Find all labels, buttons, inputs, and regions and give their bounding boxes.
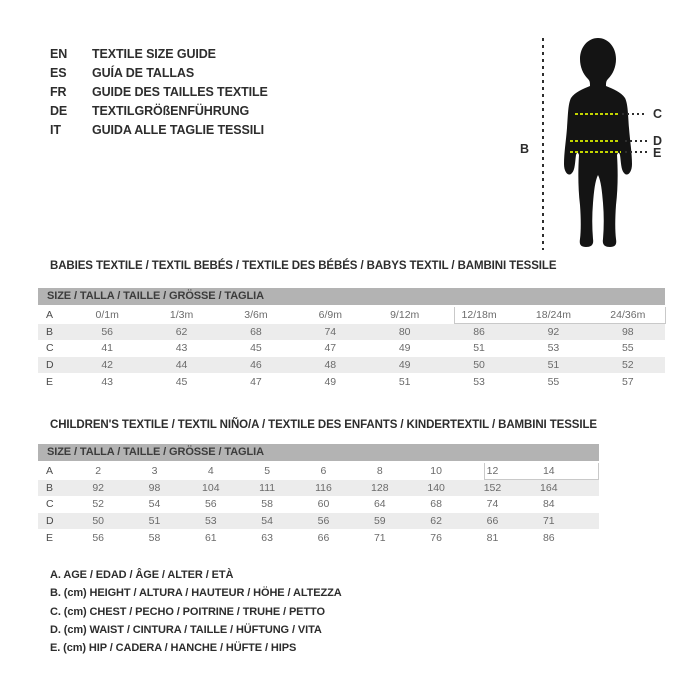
language-code: IT [50, 122, 61, 137]
language-row-en [50, 44, 268, 63]
table-cell: 92 [92, 481, 104, 494]
chest-measure-label: C [653, 107, 663, 121]
table-cell: 56 [204, 498, 217, 511]
table-row-e [38, 529, 599, 546]
table-cell: 8 [376, 465, 383, 478]
table-cell: 59 [373, 515, 386, 528]
hip-dotted-line-pointer [625, 151, 648, 153]
table-cell: 164 [540, 481, 558, 494]
table-cell: 45 [250, 342, 262, 355]
table-cell: 64 [373, 498, 386, 511]
table-cell: 12 [486, 465, 499, 478]
table-cell: 46 [250, 359, 262, 372]
table-row-b [38, 324, 665, 341]
table-cell: 47 [250, 375, 262, 388]
table-cell: 12/18m [461, 309, 497, 322]
table-cell: 18/24m [535, 309, 571, 322]
table-cell: 81 [486, 531, 499, 544]
table-row-e [38, 373, 665, 390]
hip-measure-label: E [653, 146, 662, 160]
babies-size-header: SIZE / TALLA / TAILLE / GRÖSSE / TAGLIA [38, 288, 665, 305]
language-code: EN [50, 46, 68, 61]
legend-line: B. (cm) HEIGHT / ALTURA / HAUTEUR / HÖHE / ALTEZZA [50, 587, 342, 600]
table-cell: 3/6m [244, 309, 268, 322]
table-cell: 52 [92, 498, 104, 511]
row-label: D [46, 515, 54, 528]
table-cell: 56 [101, 325, 114, 338]
row-label: B [46, 481, 54, 494]
table-cell: 140 [427, 481, 445, 494]
table-cell: 51 [547, 359, 560, 372]
table-cell: 62 [175, 325, 188, 338]
table-cell: 51 [473, 342, 485, 355]
table-cell: 58 [261, 498, 273, 511]
table-cell: 44 [175, 359, 188, 372]
table-cell: 6 [320, 465, 327, 478]
children-size-table [38, 444, 599, 546]
language-row-es [50, 63, 268, 82]
measurement-legend [50, 566, 342, 657]
children-highlight-box [484, 463, 599, 480]
table-cell: 104 [202, 481, 220, 494]
table-cell: 53 [547, 342, 560, 355]
table-cell: 57 [621, 375, 634, 388]
table-cell: 80 [398, 325, 411, 338]
table-row-c [38, 496, 599, 513]
table-cell: 128 [371, 481, 389, 494]
table-cell: 63 [261, 531, 273, 544]
table-cell: 42 [101, 359, 114, 372]
table-cell: 6/9m [318, 309, 342, 322]
guide-title: TEXTILGRÖßENFÜHRUNG [92, 103, 250, 118]
legend-line: C. (cm) CHEST / PECHO / POITRINE / TRUHE / PETTO [50, 605, 325, 618]
table-cell: 49 [324, 375, 337, 388]
row-label: B [46, 325, 54, 338]
waist-measure-label: D [653, 134, 663, 148]
table-cell: 5 [264, 465, 271, 478]
legend-line: E. (cm) HIP / CADERA / HANCHE / HÜFTE / HIPS [50, 642, 297, 655]
table-cell: 152 [483, 481, 502, 494]
table-cell: 98 [148, 481, 161, 494]
table-cell: 4 [207, 465, 214, 478]
table-cell: 45 [175, 375, 188, 388]
child-silhouette [537, 33, 662, 253]
waist-dotted-line-pointer [625, 140, 648, 142]
chest-dotted-line-on-body [575, 113, 618, 115]
table-cell: 54 [148, 498, 161, 511]
table-cell: 50 [92, 515, 104, 528]
babies-size-table [38, 288, 665, 390]
table-cell: 62 [430, 515, 442, 528]
table-cell: 41 [101, 342, 114, 355]
table-cell: 54 [261, 515, 273, 528]
table-cell: 52 [621, 359, 634, 372]
language-row-de [50, 101, 268, 120]
table-cell: 48 [324, 359, 337, 372]
table-cell: 0/1m [95, 309, 119, 322]
table-cell: 74 [486, 498, 499, 511]
row-label: D [46, 359, 54, 372]
table-cell: 74 [324, 325, 337, 338]
guide-title: GUIDA ALLE TAGLIE TESSILI [92, 122, 265, 137]
table-row-d [38, 357, 665, 374]
table-row-d [38, 513, 599, 530]
babies-table-title: BABIES TEXTILE / TEXTIL BEBÉS / TEXTILE DES BÉBÉS / BABYS TEXTIL / BAMBINI TESSILE [50, 260, 557, 272]
row-label: A [46, 309, 54, 322]
children-size-header: SIZE / TALLA / TAILLE / GRÖSSE / TAGLIA [38, 444, 599, 461]
table-cell: 66 [317, 531, 330, 544]
table-cell: 43 [101, 375, 114, 388]
table-cell: 58 [148, 531, 161, 544]
table-cell: 9/12m [390, 309, 420, 322]
waist-dotted-line-on-body [570, 140, 620, 142]
chest-dotted-line-pointer [622, 113, 647, 115]
language-code: FR [50, 84, 67, 99]
table-cell: 10 [430, 465, 442, 478]
guide-title: GUÍA DE TALLAS [92, 65, 195, 80]
table-cell: 111 [259, 481, 276, 494]
table-cell: 86 [542, 531, 555, 544]
table-cell: 43 [175, 342, 188, 355]
table-cell: 71 [373, 531, 386, 544]
table-cell: 71 [542, 515, 555, 528]
table-cell: 2 [95, 465, 102, 478]
table-cell: 1/3m [169, 309, 194, 322]
legend-line: D. (cm) WAIST / CINTURA / TAILLE / HÜFTUNG / VITA [50, 624, 322, 637]
table-cell: 98 [621, 325, 634, 338]
table-cell: 51 [148, 515, 161, 528]
language-code: DE [50, 103, 68, 118]
table-cell: 60 [317, 498, 330, 511]
table-cell: 68 [430, 498, 442, 511]
table-cell: 55 [621, 342, 634, 355]
table-cell: 3 [151, 465, 158, 478]
table-cell: 92 [547, 325, 560, 338]
row-label: E [46, 375, 54, 388]
table-cell: 53 [473, 375, 485, 388]
table-cell: 56 [92, 531, 104, 544]
row-label: E [46, 531, 54, 544]
table-cell: 49 [398, 359, 411, 372]
table-cell: 51 [398, 375, 411, 388]
child-measurement-figure [515, 33, 695, 261]
legend-line: A. AGE / EDAD / ÂGE / ALTER / ETÀ [50, 569, 234, 582]
table-cell: 66 [486, 515, 499, 528]
table-cell: 61 [204, 531, 217, 544]
table-cell: 14 [542, 465, 555, 478]
row-label: C [46, 342, 54, 355]
table-cell: 24/36m [610, 309, 646, 322]
height-measure-label: B [520, 142, 530, 156]
table-cell: 84 [542, 498, 555, 511]
guide-title: TEXTILE SIZE GUIDE [92, 46, 216, 61]
row-label: C [46, 498, 54, 511]
table-row-c [38, 340, 665, 357]
language-row-it [50, 120, 268, 139]
table-cell: 56 [317, 515, 330, 528]
table-row-b [38, 480, 599, 497]
language-row-fr [50, 82, 268, 101]
language-code: ES [50, 65, 67, 80]
table-cell: 68 [250, 325, 262, 338]
hip-dotted-line-on-body [570, 151, 621, 153]
table-cell: 116 [315, 481, 332, 494]
table-cell: 47 [324, 342, 337, 355]
table-cell: 55 [547, 375, 560, 388]
guide-title: GUIDE DES TAILLES TEXTILE [92, 84, 268, 99]
row-label: A [46, 465, 54, 478]
language-title-list [50, 44, 268, 139]
table-cell: 86 [473, 325, 485, 338]
babies-highlight-box [454, 307, 666, 324]
table-cell: 49 [398, 342, 411, 355]
children-table-title: CHILDREN'S TEXTILE / TEXTIL NIÑO/A / TEXTILE DES ENFANTS / KINDERTEXTIL / BAMBINI TESSILE [50, 419, 597, 431]
table-cell: 53 [204, 515, 217, 528]
table-cell: 76 [430, 531, 442, 544]
table-cell: 50 [473, 359, 485, 372]
